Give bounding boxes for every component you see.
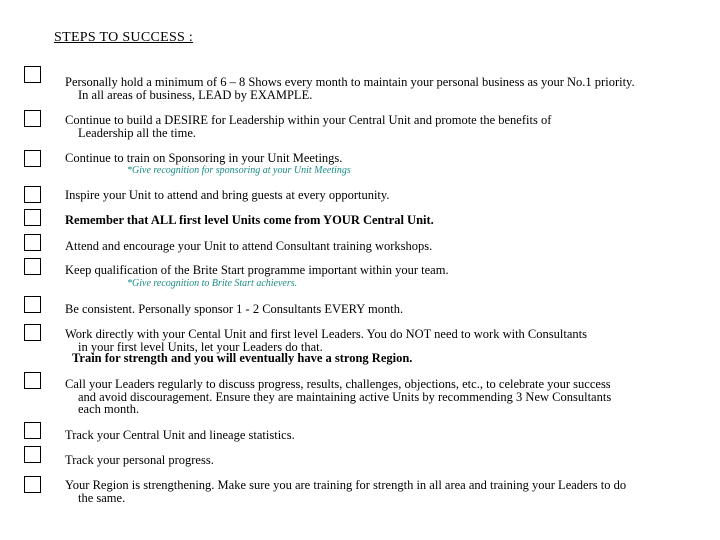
step-text: Call your Leaders regularly to discuss progress, results, challenges, objections, etc., to celebrate your success xyxy=(65,377,611,391)
emphasis-text: Train for strength and you will eventually have a strong Region. xyxy=(72,351,413,365)
checkbox-4[interactable] xyxy=(24,186,41,203)
step-item-2 xyxy=(65,114,551,139)
checkbox-7[interactable] xyxy=(24,258,41,275)
step-item-4 xyxy=(65,189,389,202)
step-item-12 xyxy=(65,454,214,467)
step-text: Continue to train on Sponsoring in your Unit Meetings. xyxy=(65,151,343,165)
step-item-7 xyxy=(65,264,449,277)
checkbox-3[interactable] xyxy=(24,150,41,167)
step-text: Continue to build a DESIRE for Leadership within your Central Unit and promote the benefits of xyxy=(65,113,552,127)
checkbox-2[interactable] xyxy=(24,110,41,127)
step-text-continued: the same. xyxy=(78,490,126,505)
checkbox-5[interactable] xyxy=(24,209,41,226)
step-text-continued: in your first level Units, let your Leaders do that. xyxy=(78,339,323,354)
recognition-note: *Give recognition to Brite Start achievers. xyxy=(127,278,298,289)
checkbox-13[interactable] xyxy=(24,476,41,493)
checkbox-10[interactable] xyxy=(24,372,41,389)
step-item-9 xyxy=(65,328,587,353)
step-text: Attend and encourage your Unit to attend Consultant training workshops. xyxy=(65,239,433,253)
step-text: Your Region is strengthening. Make sure you are training for strength in all area and training your Leaders to do xyxy=(65,478,627,492)
step-text: Personally hold a minimum of 6 – 8 Shows every month to maintain your personal business as your No.1 priority. xyxy=(65,75,635,89)
step-item-11 xyxy=(65,429,295,442)
step-item-6 xyxy=(65,240,432,253)
step-item-5 xyxy=(65,214,434,227)
step-text: Be consistent. Personally sponsor 1 - 2 Consultants EVERY month. xyxy=(65,302,404,316)
step-text-continued: each month. xyxy=(78,402,140,417)
step-item-1 xyxy=(65,76,635,101)
checkbox-11[interactable] xyxy=(24,422,41,439)
step-item-10 xyxy=(65,378,611,416)
checkbox-1[interactable] xyxy=(24,66,41,83)
step-text: Track your personal progress. xyxy=(65,453,214,467)
recognition-note: *Give recognition for sponsoring at your Unit Meetings xyxy=(127,165,351,176)
checkbox-8[interactable] xyxy=(24,296,41,313)
page-title: STEPS TO SUCCESS : xyxy=(54,30,194,45)
step-text: Work directly with your Cental Unit and first level Leaders. You do NOT need to work with Consultants xyxy=(65,327,587,341)
step-text: Track your Central Unit and lineage statistics. xyxy=(65,428,295,442)
checkbox-12[interactable] xyxy=(24,446,41,463)
step-text: Remember that ALL first level Units come from YOUR Central Unit. xyxy=(65,213,434,227)
checkbox-9[interactable] xyxy=(24,324,41,341)
step-text-continued: and avoid discouragement. Ensure they are maintaining active Units by recommending 3 New Consultants xyxy=(78,389,612,404)
step-text: Keep qualification of the Brite Start programme important within your team. xyxy=(65,263,449,277)
step-text-continued: Leadership all the time. xyxy=(78,125,197,140)
step-item-13 xyxy=(65,479,626,504)
step-text-continued: In all areas of business, LEAD by EXAMPLE. xyxy=(78,87,313,102)
step-item-8 xyxy=(65,303,403,316)
step-text: Inspire your Unit to attend and bring guests at every opportunity. xyxy=(65,188,390,202)
checkbox-6[interactable] xyxy=(24,234,41,251)
step-item-3 xyxy=(65,152,342,165)
